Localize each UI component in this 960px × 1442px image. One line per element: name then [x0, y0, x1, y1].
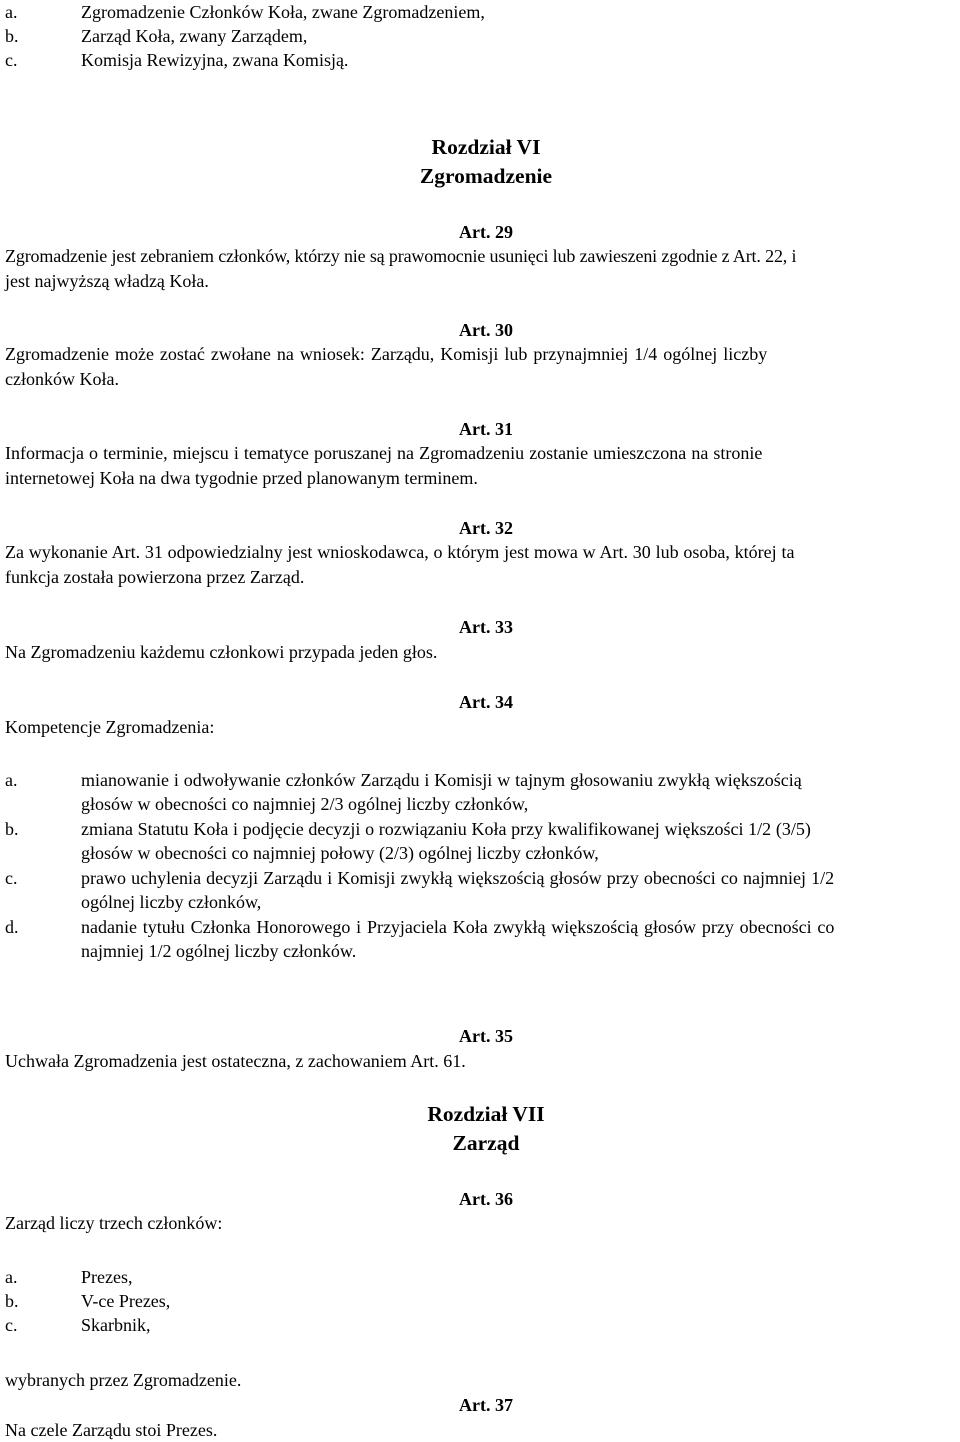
chapter-number: Rozdział VI: [431, 135, 541, 159]
article-text-line: Informacja o terminie, miejscu i tematyce poruszanej na Zgromadzeniu zostanie umieszczona na stronie: [5, 443, 763, 463]
list-letter: a.: [5, 1267, 18, 1287]
article-heading: Art. 32: [459, 518, 513, 538]
list-letter: c.: [5, 1315, 18, 1335]
article-heading: Art. 31: [459, 419, 513, 439]
list-letter: b.: [5, 1291, 19, 1311]
article-heading: Art. 35: [459, 1026, 513, 1046]
list-item-line: zmiana Statutu Koła i podjęcie decyzji o rozwiązaniu Koła przy kwalifikowanej większości 1/2 (3/5): [81, 819, 811, 839]
article-heading: Art. 30: [459, 320, 513, 340]
list-item: V-ce Prezes,: [81, 1291, 171, 1311]
list-letter: c.: [5, 50, 18, 70]
article-intro: Zarząd liczy trzech członków:: [5, 1213, 223, 1233]
article-text-line: jest najwyższą władzą Koła.: [5, 271, 209, 291]
list-item-line: prawo uchylenia decyzji Zarządu i Komisji zwykłą większością głosów przy obecności co najmniej 1/2: [81, 868, 835, 888]
chapter-number: Rozdział VII: [427, 1102, 545, 1126]
article-text-line: internetowej Koła na dwa tygodnie przed planowanym terminem.: [5, 468, 478, 488]
list-item-line: mianowanie i odwoływanie członków Zarządu i Komisji w tajnym głosowaniu zwykłą większością: [81, 770, 802, 790]
article-text: Na Zgromadzeniu każdemu członkowi przypada jeden głos.: [5, 642, 438, 662]
article-text-line: Zgromadzenie może zostać zwołane na wniosek: Zarządu, Komisji lub przynajmniej 1/4 ogólnej liczby: [5, 344, 768, 364]
list-item: Prezes,: [81, 1267, 133, 1287]
article-text-line: członków Koła.: [5, 369, 119, 389]
article-text-line: Zgromadzenie jest zebraniem członków, którzy nie są prawomocnie usunięci lub zawieszeni zgodnie z Art. 22, i: [5, 246, 797, 266]
article-text: Na czele Zarządu stoi Prezes.: [5, 1420, 218, 1440]
list-letter: b.: [5, 26, 19, 46]
article-heading: Art. 36: [459, 1189, 513, 1209]
list-item-line: głosów w obecności co najmniej 2/3 ogólnej liczby członków,: [81, 794, 529, 814]
list-letter: b.: [5, 819, 19, 839]
list-item: Zgromadzenie Członków Koła, zwane Zgromadzeniem,: [81, 2, 485, 22]
list-item-line: głosów w obecności co najmniej połowy (2/3) ogólnej liczby członków,: [81, 843, 599, 863]
list-item-line: nadanie tytułu Członka Honorowego i Przyjaciela Koła zwykłą większością głosów przy obecności co: [81, 917, 835, 937]
article-text: Uchwała Zgromadzenia jest ostateczna, z zachowaniem Art. 61.: [5, 1051, 466, 1071]
article-heading: Art. 37: [459, 1395, 513, 1415]
article-intro: Kompetencje Zgromadzenia:: [5, 717, 215, 737]
list-item: Komisja Rewizyjna, zwana Komisją.: [81, 50, 349, 70]
list-item: Skarbnik,: [81, 1315, 151, 1335]
list-letter: d.: [5, 917, 19, 937]
list-letter: a.: [5, 770, 18, 790]
list-item-line: najmniej 1/2 ogólnej liczby członków.: [81, 941, 357, 961]
chapter-title: Zgromadzenie: [419, 164, 553, 188]
list-letter: a.: [5, 2, 18, 22]
article-heading: Art. 33: [459, 617, 513, 637]
chapter-title: Zarząd: [452, 1131, 520, 1155]
article-heading: Art. 29: [459, 222, 513, 242]
list-letter: c.: [5, 868, 18, 888]
article-text-line: funkcja została powierzona przez Zarząd.: [5, 567, 305, 587]
article-outro: wybranych przez Zgromadzenie.: [5, 1370, 242, 1390]
article-text-line: Za wykonanie Art. 31 odpowiedzialny jest wnioskodawca, o którym jest mowa w Art. 30 lub osoba, której ta: [5, 542, 795, 562]
list-item: Zarząd Koła, zwany Zarządem,: [81, 26, 308, 46]
list-item-line: ogólnej liczby członków,: [81, 892, 262, 912]
article-heading: Art. 34: [459, 692, 513, 712]
